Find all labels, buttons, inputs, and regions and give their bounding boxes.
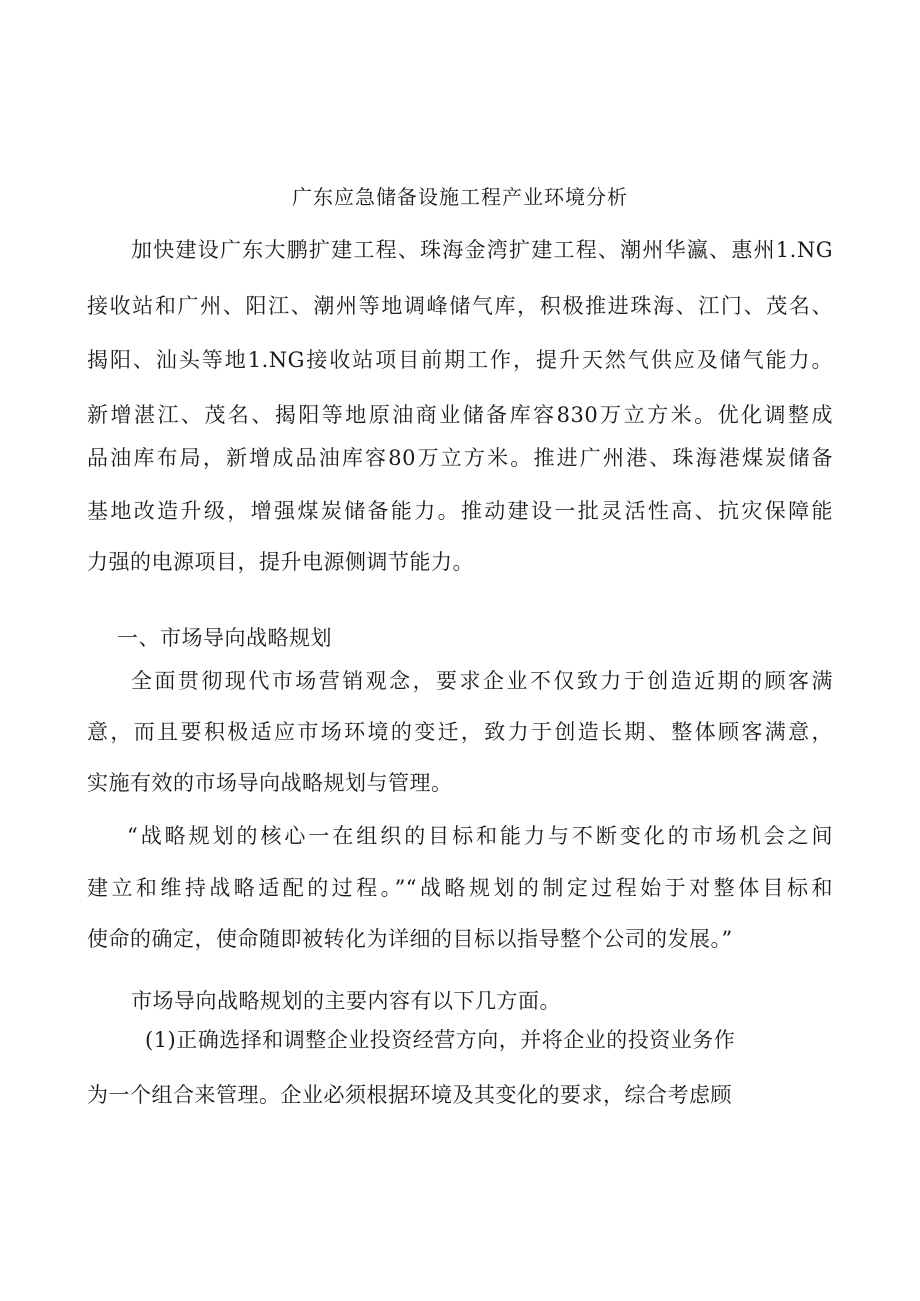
document-title: 广东应急储备设施工程产业环境分析 <box>292 185 628 209</box>
quote-line-3: 使命的确定，使命随即被转化为详细的目标以指导整个公司的发展。” <box>87 927 733 951</box>
para1-line-1: 全面贯彻现代市场营销观念，要求企业不仅致力于创造近期的顾客满 <box>131 669 833 693</box>
para1-line-3: 实施有效的市场导向战略规划与管理。 <box>87 771 453 795</box>
intro-line-5: 品油库布局，新增成品油库容80万立方米。推进广州港、珠海港煤炭储备 <box>87 446 833 470</box>
intro-line-1: 加快建设广东大鹏扩建工程、珠海金湾扩建工程、潮州华瀛、惠州1.NG <box>131 238 833 262</box>
section-heading: 一、市场导向战略规划 <box>117 626 332 650</box>
intro-line-7: 力强的电源项目，提升电源侧调节能力。 <box>87 550 474 574</box>
quote-line-2: 建立和维持战略适配的过程。”“战略规划的制定过程始于对整体目标和 <box>87 876 833 900</box>
intro-line-6: 基地改造升级，增强煤炭储备能力。推动建设一批灵活性高、抗灾保障能 <box>87 499 833 523</box>
quote-line-1: “战略规划的核心一在组织的目标和能力与不断变化的市场机会之间 <box>127 824 833 848</box>
intro-line-3: 揭阳、汕头等地1.NG接收站项目前期工作，提升天然气供应及储气能力。 <box>87 348 833 372</box>
item1-line-1: (1)正确选择和调整企业投资经营方向，并将企业的投资业务作 <box>145 1028 736 1052</box>
para1-line-2: 意，而且要积极适应市场环境的变迁，致力于创造长期、整体顾客满意， <box>87 720 833 744</box>
para3-line: 市场导向战略规划的主要内容有以下几方面。 <box>131 989 561 1013</box>
intro-line-4: 新增湛江、茂名、揭阳等地原油商业储备库容830万立方米。优化调整成 <box>87 403 833 427</box>
item1-line-2: 为一个组合来管理。企业必须根据环境及其变化的要求，综合考虑顾 <box>87 1083 732 1107</box>
intro-line-2: 接收站和广州、阳江、潮州等地调峰储气库，积极推进珠海、江门、茂名、 <box>87 294 833 318</box>
